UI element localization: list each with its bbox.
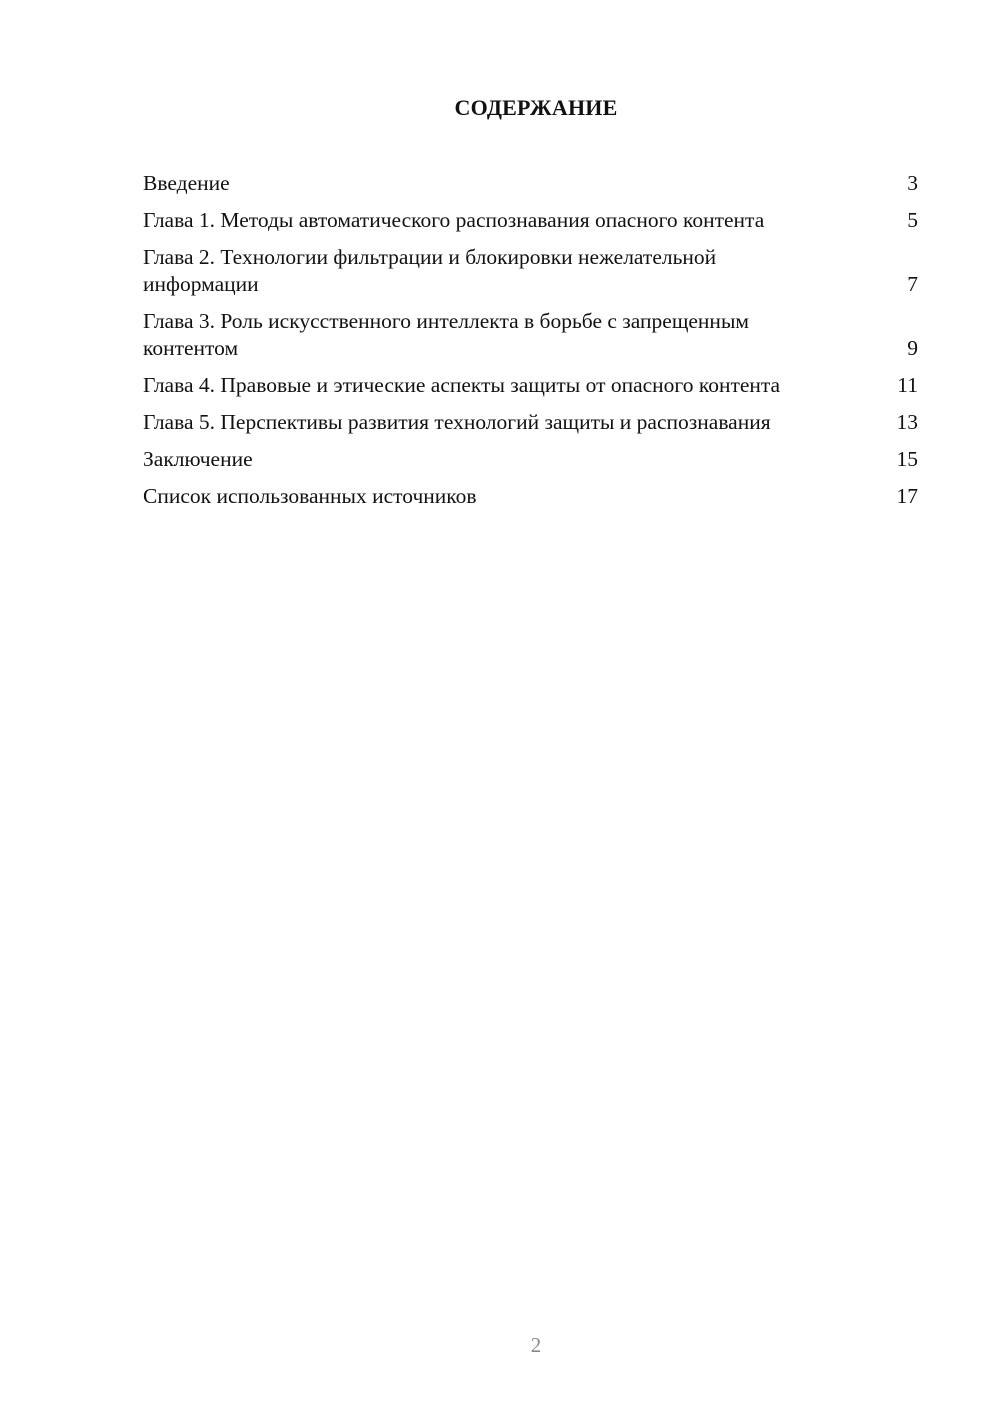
toc-entry-text: Глава 2. Технологии фильтрации и блокировки нежелательной информации: [143, 245, 717, 296]
toc-entry-page: 11: [897, 373, 918, 397]
toc-entry-chapter-5[interactable]: [143, 409, 918, 436]
toc-entry-text: Введение: [143, 171, 230, 195]
toc-entry-chapter-1[interactable]: [143, 207, 918, 234]
toc-entry-page: 17: [896, 484, 918, 508]
table-of-contents: [143, 170, 918, 510]
page-number: 2: [530, 1333, 542, 1357]
toc-entry-text: Глава 1. Методы автоматического распознавания опасного контента: [143, 208, 765, 232]
toc-entry-references[interactable]: [143, 483, 918, 510]
toc-entry-page: 3: [907, 171, 918, 195]
toc-entry-page: 15: [896, 447, 918, 471]
toc-entry-text: Глава 5. Перспективы развития технологий защиты и распознавания: [143, 410, 771, 434]
toc-entry-page: 7: [907, 272, 918, 296]
toc-entry-text: Заключение: [143, 447, 253, 471]
toc-title: СОДЕРЖАНИЕ: [454, 95, 618, 120]
toc-entry-chapter-3[interactable]: [143, 308, 918, 362]
toc-entry-chapter-4[interactable]: [143, 372, 918, 399]
toc-entry-introduction[interactable]: [143, 170, 918, 197]
toc-entry-page: 9: [907, 336, 918, 360]
toc-entry-page: 5: [907, 208, 918, 232]
toc-entry-page: 13: [896, 410, 918, 434]
toc-entry-text: Список использованных источников: [143, 484, 477, 508]
toc-entry-conclusion[interactable]: [143, 446, 918, 473]
toc-entry-text: Глава 4. Правовые и этические аспекты защиты от опасного контента: [143, 373, 781, 397]
toc-entry-chapter-2[interactable]: [143, 244, 918, 298]
toc-entry-text: Глава 3. Роль искусственного интеллекта в борьбе с запрещенным контентом: [143, 309, 749, 360]
